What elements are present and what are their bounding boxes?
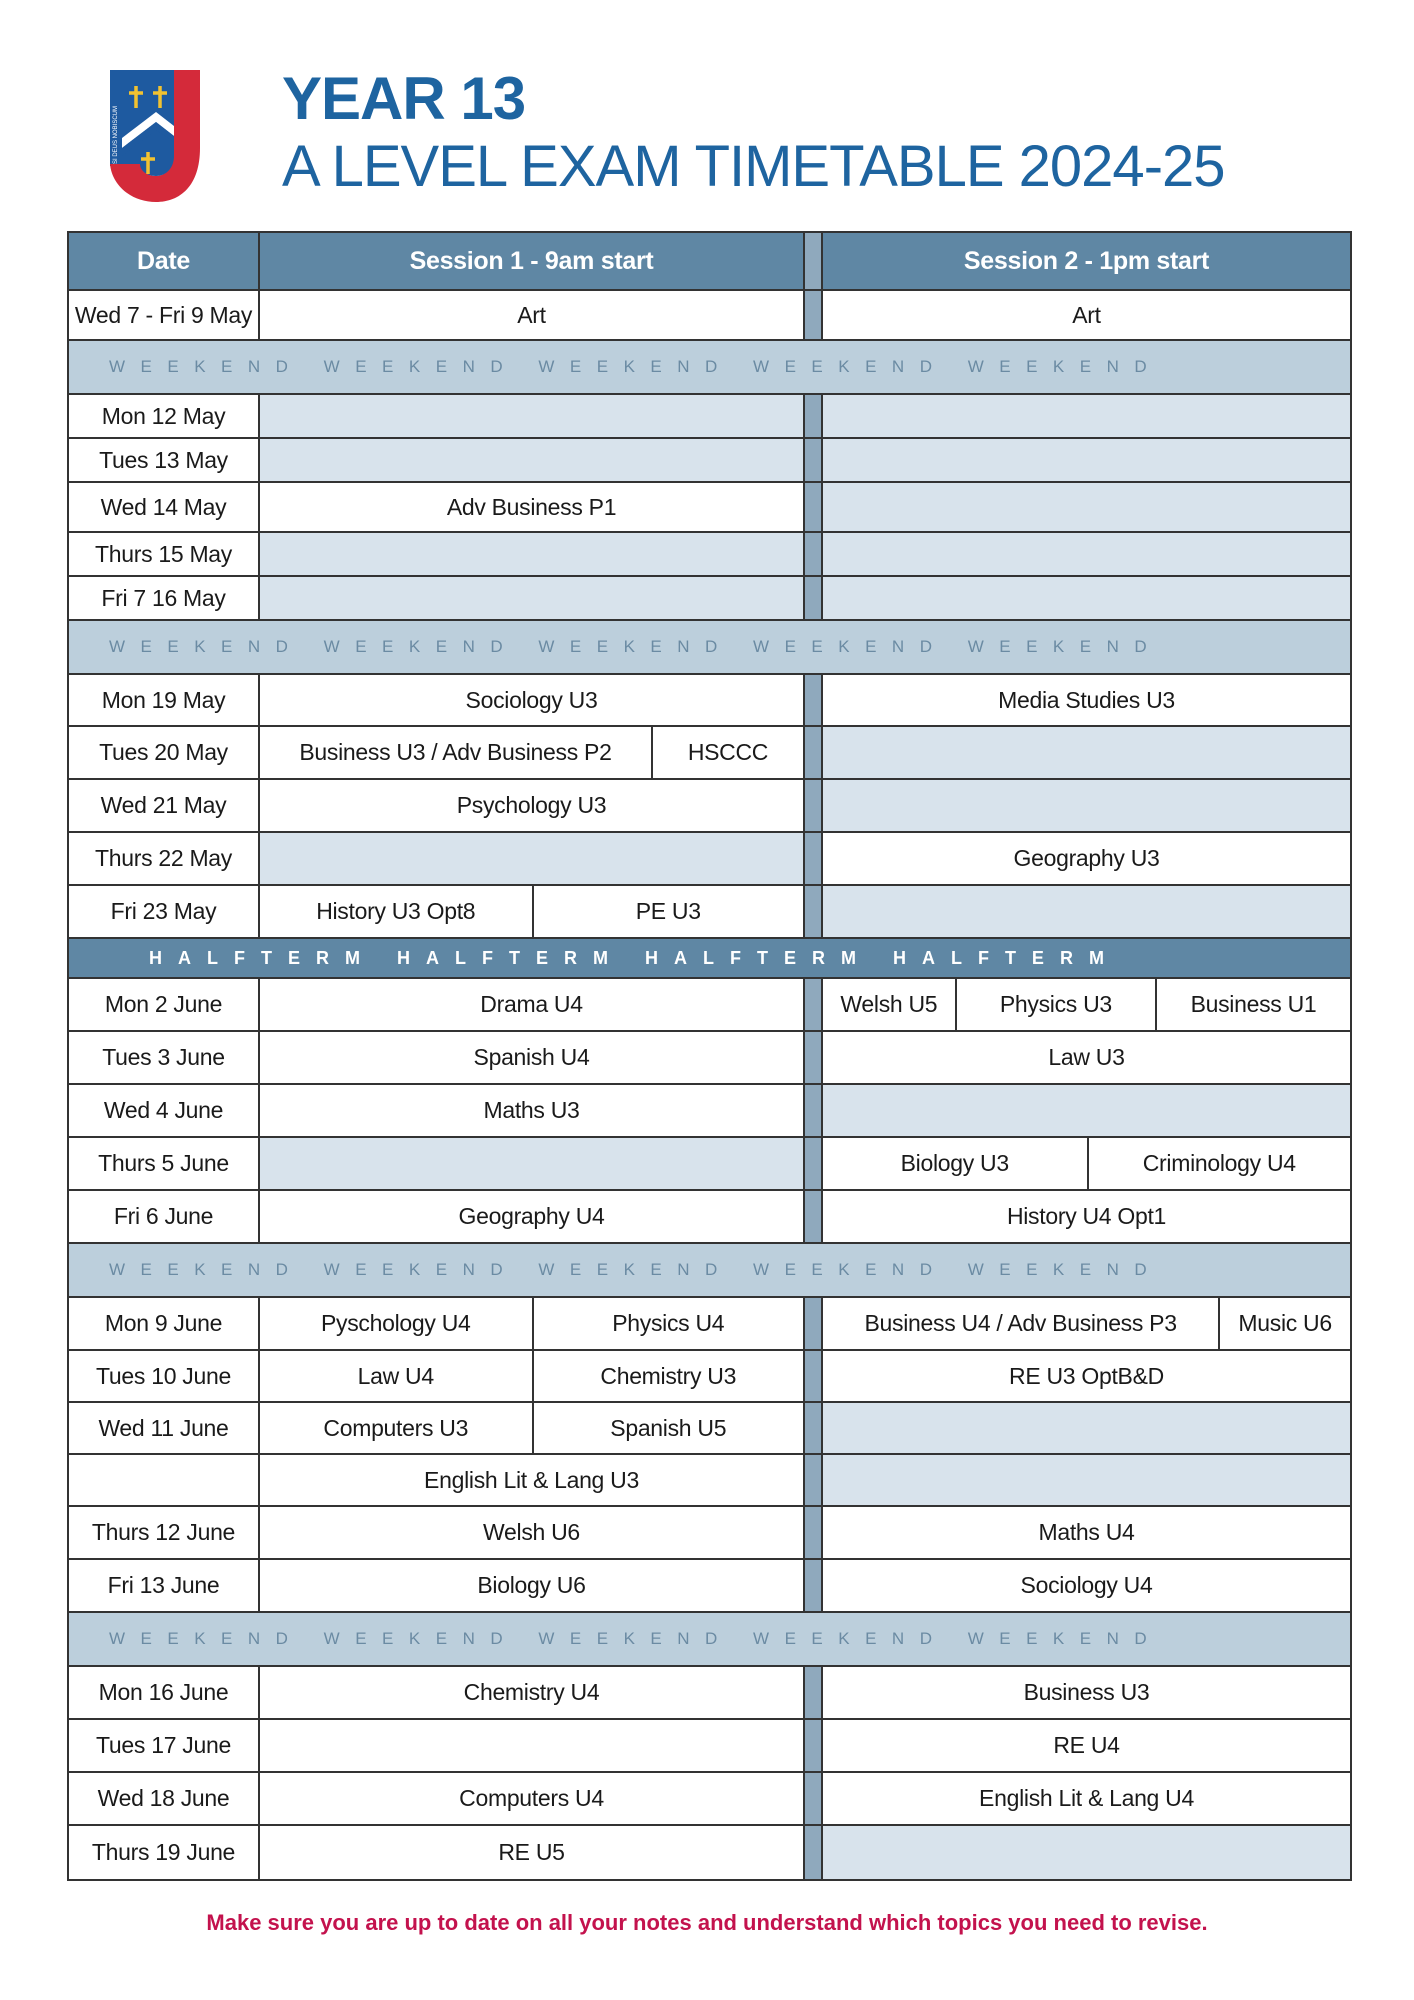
session1-cell: RE U5 [498,1839,565,1865]
session1-cell [260,533,803,575]
column-divider [803,233,823,289]
table-row [69,1351,1350,1403]
session2-cell: Media Studies U3 [998,686,1175,713]
session1-cell [260,1138,803,1189]
row-date: Mon 16 June [69,1667,260,1718]
exam-entry: Pyschology U4 [320,1310,471,1336]
page-title: YEAR 13 [282,65,526,132]
table-row [69,1403,1350,1455]
row-date: Mon 19 May [69,675,260,725]
column-divider [803,1560,823,1611]
table-row [69,780,1350,833]
column-divider [803,1298,823,1349]
row-date: Tues 10 June [69,1351,260,1401]
row-date: Tues 3 June [69,1032,260,1083]
row-date: Wed 18 June [69,1773,260,1824]
column-divider [803,833,823,884]
session2-cell [823,1455,1350,1505]
weekend-label: WEEKEND WEEKEND WEEKEND WEEKEND WEEKEND [109,637,1163,656]
table-row [69,833,1350,886]
session2-cell [823,439,1350,481]
column-divider [803,1720,823,1771]
exam-entry: History U3 Opt8 [316,898,476,924]
exam-entry: Chemistry U3 [532,1351,804,1401]
session2-cell [823,780,1350,831]
row-date: Wed 4 June [69,1085,260,1136]
exam-entry: Business U4 / Adv Business P3 [864,1310,1177,1336]
table-row [69,1720,1350,1773]
row-date: Wed 7 - Fri 9 May [69,291,260,339]
row-date: Tues 17 June [69,1720,260,1771]
session1-cell: Chemistry U4 [463,1679,600,1705]
table-row [69,886,1350,939]
session2-cell [823,395,1350,437]
table-row [69,1560,1350,1613]
column-divider [803,727,823,778]
weekend-label: WEEKEND WEEKEND WEEKEND WEEKEND WEEKEND [109,1629,1163,1648]
table-row [69,577,1350,621]
session1-cell [260,1351,803,1401]
table-row [69,1773,1350,1826]
revision-reminder: Make sure you are up to date on all your notes and understand which topics you need to revise. [206,1910,1208,1935]
row-date: Mon 2 June [69,979,260,1030]
session1-cell [260,395,803,437]
column-divider [803,1773,823,1824]
session1-cell: Computers U4 [459,1785,604,1811]
session1-cell: Spanish U4 [473,1044,590,1070]
column-divider [803,886,823,937]
column-divider [803,675,823,725]
session1-cell: Art [517,301,546,328]
session1-cell: Maths U3 [483,1097,580,1123]
column-divider [803,439,823,481]
table-row [69,1667,1350,1720]
session1-cell: Psychology U3 [456,792,607,818]
session1-cell: Welsh U6 [483,1519,580,1545]
weekend-band [69,341,1350,395]
row-date: Thurs 19 June [69,1826,260,1879]
table-row [69,727,1350,780]
row-date: Fri 23 May [69,886,260,937]
session1-cell [260,577,803,619]
svg-text:SI DEUS NOBISCUM: SI DEUS NOBISCUM [113,105,119,164]
column-divider [803,1191,823,1242]
column-divider [803,1403,823,1453]
session2-cell [823,979,1350,1030]
table-row [69,1032,1350,1085]
column-divider [803,1455,823,1505]
session1-cell [260,1720,803,1771]
row-date: Thurs 12 June [69,1507,260,1558]
column-divider [803,1085,823,1136]
exam-entry: Business U1 [1155,979,1350,1030]
table-header-row [69,233,1350,291]
session2-cell: Art [1072,301,1101,328]
session1-cell: Sociology U3 [465,686,598,713]
session2-cell: RE U4 [1053,1732,1120,1758]
session2-cell: Geography U3 [1013,845,1160,871]
session1-cell [260,727,803,778]
session2-cell [823,1085,1350,1136]
session2-cell [823,1403,1350,1453]
session2-cell [823,483,1350,531]
column-divider [803,780,823,831]
table-row [69,979,1350,1032]
exam-entry: Music U6 [1218,1298,1350,1349]
weekend-band [69,621,1350,675]
session1-cell [260,833,803,884]
table-row [69,1826,1350,1879]
session2-cell: Maths U4 [1038,1519,1135,1545]
table-row [69,675,1350,727]
exam-entry: Physics U4 [532,1298,804,1349]
session1-cell: Biology U6 [477,1572,586,1598]
weekend-band [69,1613,1350,1667]
exam-entry: HSCCC [651,727,803,778]
weekend-label: WEEKEND WEEKEND WEEKEND WEEKEND WEEKEND [109,357,1163,376]
page-subtitle: A LEVEL EXAM TIMETABLE 2024-25 [282,134,1225,199]
halfterm-label: HALFTERM HALFTERM HALFTERM HALFTERM [149,947,1120,968]
session2-cell [823,577,1350,619]
column-divider [803,483,823,531]
header-date: Date [69,233,260,289]
row-date: Fri 13 June [69,1560,260,1611]
session2-cell [823,727,1350,778]
session1-cell: Drama U4 [480,991,583,1017]
halfterm-band [69,939,1350,979]
session1-cell: Adv Business P1 [446,493,617,520]
row-date: Mon 12 May [69,395,260,437]
column-divider [803,1826,823,1879]
session1-cell: English Lit & Lang U3 [424,1466,639,1493]
table-row [69,1191,1350,1244]
session1-cell [260,886,803,937]
session2-cell: Business U3 [1023,1679,1150,1705]
table-row [69,1298,1350,1351]
session2-cell: Sociology U4 [1020,1572,1153,1598]
session2-cell [823,533,1350,575]
column-divider [803,1507,823,1558]
table-row [69,1138,1350,1191]
session2-cell [823,886,1350,937]
session2-cell [823,1298,1350,1349]
exam-entry: Spanish U5 [532,1403,804,1453]
table-row [69,291,1350,341]
exam-timetable [67,231,1352,1881]
exam-entry: Law U4 [357,1362,434,1389]
session2-cell: RE U3 OptB&D [1009,1362,1164,1389]
table-row [69,533,1350,577]
school-crest-logo [100,68,220,208]
column-divider [803,395,823,437]
row-date: Tues 13 May [69,439,260,481]
row-date: Wed 11 June [69,1403,260,1453]
column-divider [803,1667,823,1718]
session1-cell [260,1298,803,1349]
row-date: Tues 20 May [69,727,260,778]
column-divider [803,1138,823,1189]
exam-entry: Business U3 / Adv Business P2 [299,739,612,765]
session1-cell: Geography U4 [458,1203,605,1229]
row-date: Thurs 22 May [69,833,260,884]
row-date: Thurs 5 June [69,1138,260,1189]
header-session1: Session 1 - 9am start [409,246,654,275]
column-divider [803,533,823,575]
row-date: Fri 7 16 May [69,577,260,619]
weekend-band [69,1244,1350,1298]
table-row [69,483,1350,533]
column-divider [803,1351,823,1401]
row-date: Mon 9 June [69,1298,260,1349]
exam-entry: Welsh U5 [840,991,938,1017]
row-date: Thurs 15 May [69,533,260,575]
row-date: Fri 6 June [69,1191,260,1242]
page-header [100,62,1350,212]
table-row [69,1455,1350,1507]
row-date: Wed 14 May [69,483,260,531]
table-row [69,1507,1350,1560]
row-date: Wed 21 May [69,780,260,831]
table-row [69,1085,1350,1138]
column-divider [803,577,823,619]
exam-entry: Criminology U4 [1087,1138,1351,1189]
column-divider [803,979,823,1030]
exam-entry: PE U3 [532,886,804,937]
exam-entry: Computers U3 [323,1414,469,1441]
session2-cell [823,1138,1350,1189]
weekend-label: WEEKEND WEEKEND WEEKEND WEEKEND WEEKEND [109,1260,1163,1279]
exam-entry: Physics U3 [955,979,1155,1030]
column-divider [803,1032,823,1083]
session2-cell: Law U3 [1048,1044,1125,1070]
session2-cell [823,1826,1350,1879]
table-row [69,395,1350,439]
exam-entry: Biology U3 [900,1150,1009,1176]
session1-cell [260,439,803,481]
table-row [69,439,1350,483]
header-session2: Session 2 - 1pm start [963,246,1210,275]
session2-cell: English Lit & Lang U4 [979,1785,1194,1811]
session2-cell: History U4 Opt1 [1006,1203,1167,1229]
row-date [69,1455,260,1505]
column-divider [803,291,823,339]
session1-cell [260,1403,803,1453]
